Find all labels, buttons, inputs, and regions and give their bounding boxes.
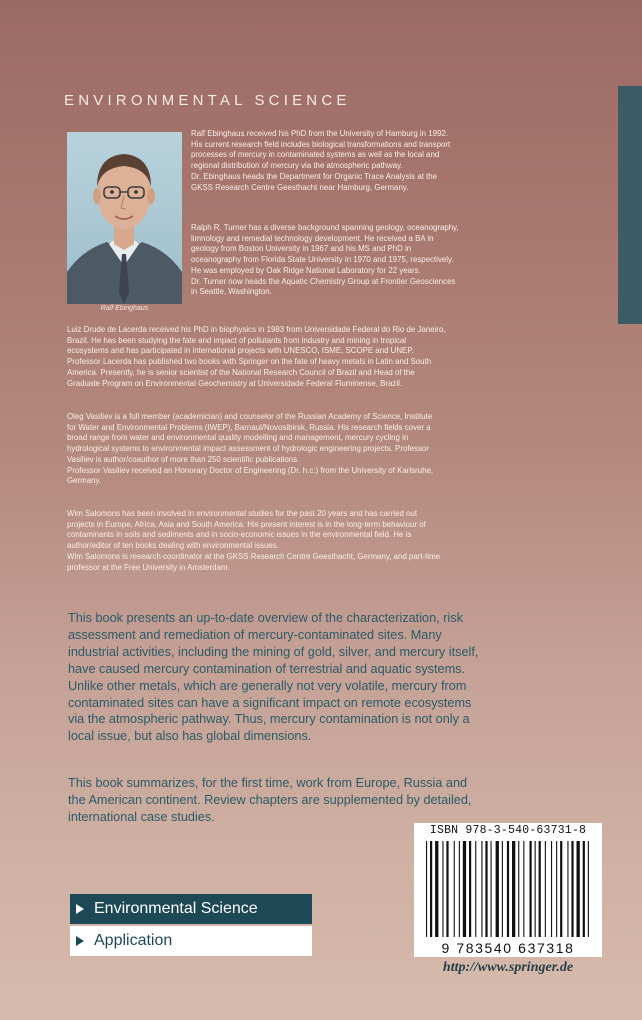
- bio-line: Brazil. He has been studying the fate and impact of pollutants from industry and mining in tropical: [67, 335, 407, 345]
- author-bio-vasiliev: [67, 412, 607, 487]
- triangle-arrow-icon: [76, 936, 84, 946]
- blurb-line: This book summarizes, for the first time, work from Europe, Russia and: [68, 776, 468, 790]
- bio-line: regional distribution of mercury via the atmospheric pathway.: [191, 161, 403, 171]
- bio-line: limnology and remedial technology development. He received a BA in: [191, 233, 434, 243]
- category-label: Environmental Science: [94, 900, 258, 917]
- bio-line: professor at the Free University in Amsterdam.: [67, 562, 230, 572]
- book-description: [68, 610, 508, 745]
- bio-line: hydrological systems to environmental impact assessment of hydrologic engineering projects. Professor: [67, 444, 429, 454]
- bio-line: Wim Salomons has been involved in environmental studies for the past 20 years and has carried out: [67, 509, 418, 518]
- blurb-line: local issue, but also has global dimensions.: [68, 729, 312, 744]
- bio-line: Germany.: [67, 476, 102, 486]
- bio-line: Professor Lacerda has published two books with Springer on the fate of heavy metals in Latin and South: [67, 357, 432, 367]
- triangle-arrow-icon: [76, 904, 84, 914]
- blurb-line: assessment and remediation of mercury-contaminated sites. Many: [68, 627, 442, 642]
- bio-line: in Seattle, Washington.: [191, 287, 272, 297]
- blurb-line: contaminated sites can have a significant impact on remote ecosystems: [68, 695, 472, 710]
- bio-line: His current research field includes biological transformations and transport: [191, 139, 451, 149]
- bio-line: Graduate Program on Environmental Geochemistry at Universidade Federal Fluminense, Brazil.: [67, 378, 403, 388]
- bio-line: Dr. Turner now heads the Aquatic Chemistry Group at Frontier Geosciences: [191, 276, 456, 286]
- bio-line: Ralf Ebinghaus received his PhD from the University of Hamburg in 1992.: [191, 129, 449, 138]
- bio-line: Professor Vasiliev received an Honorary Doctor of Engineering (Dr. h.c.) from the University of Karlsruhe,: [67, 465, 434, 475]
- bio-line: Vasiliev is author/coauthor of more than 250 scientific publications.: [67, 454, 300, 464]
- bio-line: GKSS Research Centre Geesthacht near Hamburg, Germany.: [191, 182, 409, 192]
- photo-caption: Ralf Ebinghaus: [100, 305, 149, 312]
- bio-line: Ralph R. Turner has a diverse background spanning geology, oceanography,: [191, 223, 459, 232]
- barcode-bars-icon: [414, 823, 602, 957]
- bio-line: Luiz Drude de Lacerda received his PhD in biophysics in 1983 from Universidade Federal do Rio de Janeiro,: [67, 325, 446, 334]
- bio-line: Wim Salomons is research coordinator at the GKSS Research Centre Geesthacht, Germany, and part-time: [67, 551, 441, 561]
- blurb-line: industrial activities, including the mining of gold, silver, and mercury itself,: [68, 644, 479, 659]
- blurb-line: have caused mercury contamination of terrestrial and aquatic systems.: [68, 661, 466, 676]
- blurb-line: the American continent. Review chapters are supplemented by detailed,: [68, 792, 472, 807]
- isbn-number: ISBN 978-3-540-63731-8: [429, 824, 587, 837]
- bio-line: He was employed by Oak Ridge National Laboratory for 22 years.: [191, 265, 421, 275]
- bio-line: Oleg Vasiliev is a full member (academician) and counselor of the Russian Academy of Science, Institute: [67, 412, 433, 421]
- bio-line: for Water and Environmental Problems (IWEP), Barnaul/Novosibirsk, Russia. His research fields cover a: [67, 422, 431, 432]
- blurb-line: This book presents an up-to-date overview of the characterization, risk: [68, 611, 463, 625]
- author-photo: [67, 132, 182, 304]
- publisher-url[interactable]: http://www.springer.de: [442, 960, 574, 975]
- book-summary: [68, 775, 508, 826]
- bio-line: oceanography from Florida State University in 1970 and 1975, respectively.: [191, 255, 454, 265]
- bio-line: contaminants in soils and sediments and in socio-economic issues in the environmental field. He is: [67, 530, 412, 540]
- author-bio-salomons: [67, 509, 607, 573]
- author-portrait-image: [67, 132, 182, 304]
- author-bio-ebinghaus: [191, 129, 601, 193]
- bio-line: America. Presently, he is senior scientist of the National Research Council of Brazil and Head of the: [67, 367, 415, 377]
- blurb-line: international case studies.: [68, 809, 215, 824]
- bio-line: broad range from water and environmental quality modelling and management, mercury cycling in: [67, 433, 409, 443]
- bio-line: projects in Europe, Africa, Asia and South America. His present interest is in the long-term behaviour of: [67, 519, 426, 529]
- barcode-digits: 9 783540 637318: [441, 940, 575, 956]
- bio-line: ecosystems and has participated in international projects with UNESCO, ISME, SCOPE and UNEP.: [67, 346, 414, 356]
- author-bio-lacerda: [67, 325, 607, 389]
- side-color-tab: [618, 86, 642, 324]
- author-bio-turner: [191, 223, 601, 298]
- blurb-line: via the atmospheric pathway. Thus, mercury contamination is not only a: [68, 712, 470, 727]
- category-application: [70, 926, 312, 956]
- bio-line: geology from Boston University in 1967 and his MS and PhD in: [191, 244, 412, 254]
- series-title: ENVIRONMENTAL SCIENCE: [64, 92, 351, 109]
- isbn-barcode: [414, 823, 602, 957]
- category-label: Application: [94, 932, 173, 949]
- blurb-line: Unlike other metals, which are generally not very volatile, mercury from: [68, 678, 467, 693]
- category-environmental-science: [70, 894, 312, 924]
- bio-line: Dr. Ebinghaus heads the Department for Organic Trace Analysis at the: [191, 171, 438, 181]
- bio-line: author/editor of ten books dealing with environmental issues.: [67, 541, 279, 551]
- bio-line: processes of mercury in contaminated systems as well as the local and: [191, 150, 440, 160]
